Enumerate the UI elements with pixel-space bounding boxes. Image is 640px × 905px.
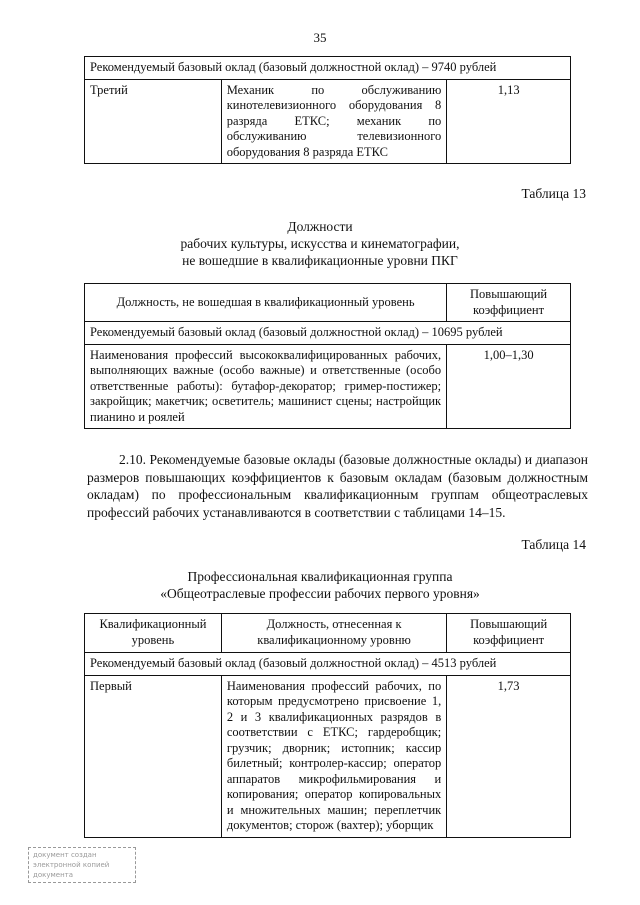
- table-13: [84, 283, 571, 429]
- positions-cell: Наименования профессий высококвалифицированных рабочих, выполняющих важные (особо важные) и ответственные (особо ответственные работы): бутафор-декоратор; гример-постижер; закройщик; макетчик; осветитель; машинист сцены; настройщик пианино и роялей: [85, 344, 447, 429]
- salary-text: Рекомендуемый базовый оклад (базовый должностной оклад) – 4513 рублей: [85, 653, 571, 676]
- stamp-line: документа: [33, 871, 74, 879]
- table-row: [85, 344, 571, 429]
- table-14: [84, 613, 571, 838]
- header-coefficient: Повышающий коэффициент: [447, 614, 571, 653]
- coefficient-cell: 1,00–1,30: [447, 344, 571, 429]
- table-row: [85, 675, 571, 837]
- salary-text: Рекомендуемый базовый оклад (базовый должностной оклад) – 9740 рублей: [85, 57, 571, 80]
- heading-line: Должности: [287, 219, 353, 234]
- heading-line: Профессиональная квалификационная группа: [187, 569, 453, 584]
- coefficient-cell: 1,13: [447, 79, 571, 164]
- qualification-level-cell: Третий: [85, 79, 222, 164]
- table-12-continued: [84, 56, 571, 164]
- stamp-line: документ создан: [33, 851, 97, 859]
- section-2-10-paragraph: 2.10. Рекомендуемые базовые оклады (базовые должностные оклады) и диапазон размеров повышающих коэффициентов к базовым окладам (базовым должностным окладам) по профессиональным квалификационным группам общеотраслевых профессий рабочих устанавливаются в соответствии с таблицами 14–15.: [87, 452, 588, 520]
- table-14-heading: [0, 568, 640, 602]
- page-number: 35: [313, 30, 327, 45]
- salary-row: [85, 57, 571, 80]
- table-14-label: Таблица 14: [521, 537, 586, 552]
- salary-row: [85, 653, 571, 676]
- positions-cell: Механик по обслуживанию кинотелевизионного оборудования 8 разряда ЕТКС; механик по обслуживанию телевизионного оборудования 8 разряда ЕТКС: [221, 79, 447, 164]
- table-13-heading: [0, 218, 640, 269]
- salary-text: Рекомендуемый базовый оклад (базовый должностной оклад) – 10695 рублей: [85, 322, 571, 345]
- header-position: Должность, не вошедшая в квалификационный уровень: [85, 284, 447, 322]
- positions-cell: Наименования профессий рабочих, по которым предусмотрено присвоение 1, 2 и 3 квалификационных разрядов в соответствии с ЕТКС; гардеробщик; грузчик; дворник; истопник; кассир билетный; контролер-кассир; оператор аппаратов микрофильмирования и копирования; оператор копировальных и множительных машин; переплетчик документов; сторож (вахтер); уборщик: [221, 675, 446, 837]
- table-header-row: [85, 284, 571, 322]
- electronic-copy-stamp: [28, 847, 136, 883]
- stamp-line: электронной копией: [33, 861, 110, 869]
- qualification-level-cell: Первый: [85, 675, 222, 837]
- header-coefficient: Повышающий коэффициент: [447, 284, 571, 322]
- table-header-row: [85, 614, 571, 653]
- heading-line: не вошедшие в квалификационные уровни ПКГ: [182, 253, 458, 268]
- table-13-label: Таблица 13: [521, 186, 586, 201]
- table-row: [85, 79, 571, 164]
- header-position: Должность, отнесенная к квалификационному уровню: [221, 614, 446, 653]
- coefficient-cell: 1,73: [447, 675, 571, 837]
- salary-row: [85, 322, 571, 345]
- header-level: Квалификационный уровень: [85, 614, 222, 653]
- heading-line: рабочих культуры, искусства и кинематографии,: [180, 236, 460, 251]
- heading-line: «Общеотраслевые профессии рабочих первого уровня»: [160, 586, 480, 601]
